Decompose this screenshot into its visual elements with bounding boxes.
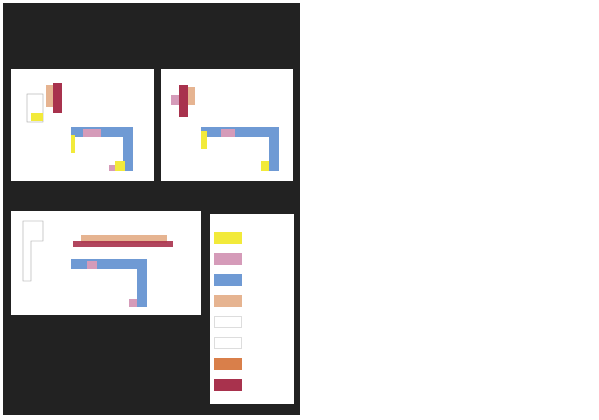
legend-item <box>214 253 292 267</box>
legend-item <box>214 295 292 309</box>
right-panel <box>318 10 586 415</box>
legend-item <box>214 274 292 288</box>
floorplan-secondo-drawing <box>11 211 201 315</box>
legend-item <box>214 232 292 246</box>
legend-item <box>214 358 292 372</box>
plan-piano-primo <box>161 69 293 181</box>
floorplan-primo-drawing <box>161 69 293 181</box>
plan-piano-secondo <box>11 211 201 315</box>
plan-piano-terra <box>11 69 154 181</box>
left-panel <box>3 3 300 415</box>
legend-item <box>214 379 292 393</box>
legend-item <box>214 337 292 351</box>
legend <box>210 214 294 404</box>
legend-item <box>214 316 292 330</box>
floorplan-terra-drawing <box>11 69 154 181</box>
